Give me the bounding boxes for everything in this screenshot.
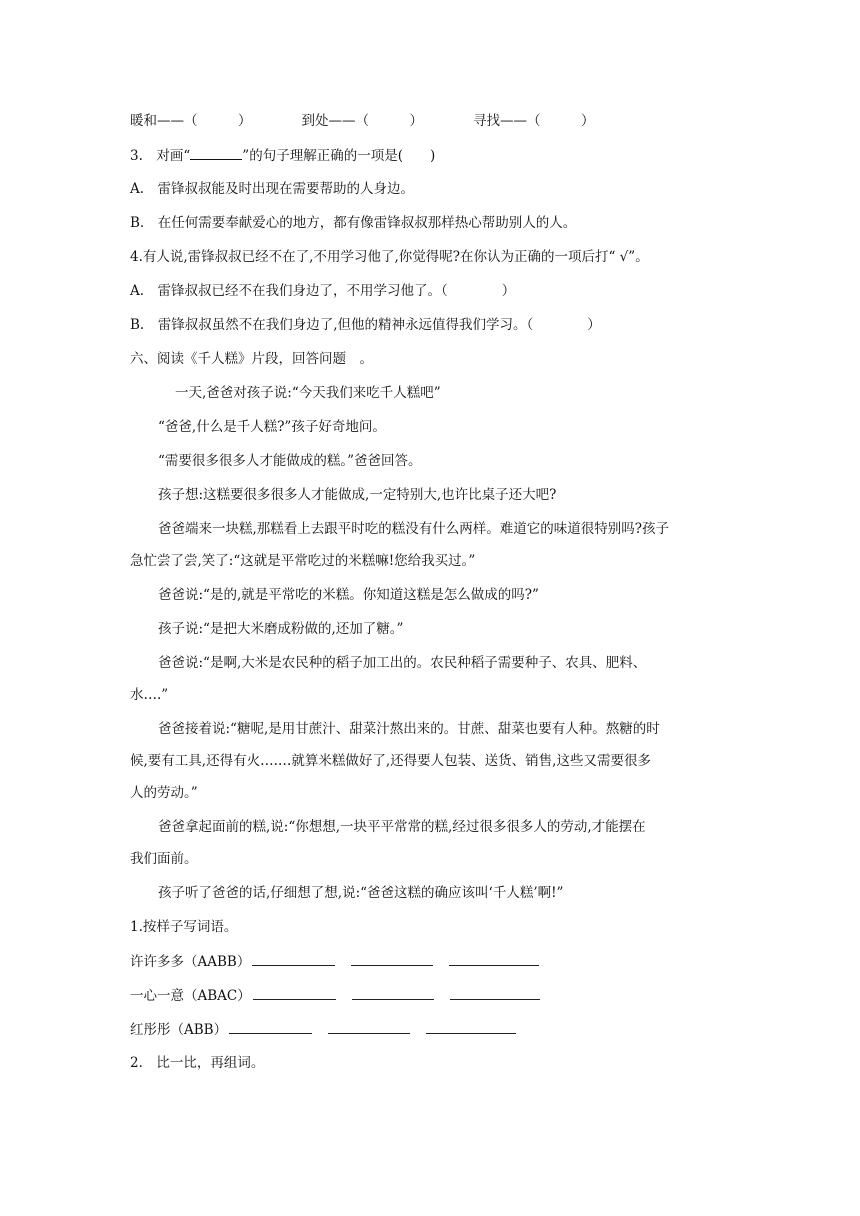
answer-line[interactable] (426, 1020, 516, 1034)
exercise-2-title: 2. 比一比，再组词。 (130, 1055, 265, 1071)
passage-paragraph-cont: 候,要有工具,还得有火….…就算米糕做好了,还得要人包装、送货、销售,这些又需要很多 (130, 753, 651, 769)
answer-line[interactable] (450, 986, 540, 1000)
passage-paragraph-cont: 我们面前。 (130, 851, 198, 867)
exercise-1-title: 1.按样子写词语。 (130, 919, 238, 935)
question-4-option-a: A. 雷锋叔叔已经不在我们身边了，不用学习他了。（ ） (130, 283, 516, 299)
passage-paragraph-cont: 水….” (130, 687, 169, 703)
passage-paragraph-cont: 人的劳动。” (130, 785, 198, 801)
passage-paragraph: 爸爸拿起面前的糕,说:“你想想,一块平平常常的糕,经过很多很多人的劳动,才能摆在 (158, 819, 646, 835)
passage-paragraph: 孩子听了爸爸的话,仔细想了想,说:“爸爸这糕的确应该叫‘千人糕’啊!” (158, 885, 564, 901)
answer-line[interactable] (352, 986, 434, 1000)
passage-paragraph-cont: 急忙尝了尝,笑了:“这就是平常吃过的米糕嘛!您给我买过。” (130, 553, 476, 569)
passage-paragraph: 爸爸说:“是啊,大米是农民种的稻子加工出的。农民种稻子需要种子、农具、肥料、 (158, 655, 647, 671)
answer-line[interactable] (328, 1020, 410, 1034)
section-6-title: 六、阅读《千人糕》片段，回答问题 。 (130, 351, 373, 367)
answer-line[interactable] (252, 952, 335, 966)
passage-paragraph: 一天,爸爸对孩子说:“今天我们来吃千人糕吧” (175, 385, 441, 401)
passage-paragraph: “爸爸,什么是千人糕?”孩子好奇地问。 (158, 419, 386, 435)
answer-line[interactable] (229, 1020, 312, 1034)
passage-paragraph: 孩子说:“是把大米磨成粉做的,还加了糖。” (158, 621, 404, 637)
question-4-stem: 4.有人说,雷锋叔叔已经不在了,不用学习他了,你觉得呢?在你认为正确的一项后打“ √”。 (130, 249, 649, 265)
answer-line[interactable] (253, 986, 336, 1000)
word-pair-2: 到处——（ ） (301, 113, 423, 129)
answer-blank (190, 146, 242, 160)
question-3-option-a: A. 雷锋叔叔能及时出现在需要帮助的人身边。 (130, 181, 415, 197)
word-pairs-row (130, 112, 730, 130)
question-3-option-b: B. 在任何需要奉献爱心的地方，都有像雷锋叔叔那样热心帮助别人的人。 (130, 215, 577, 231)
exercise-1-row-abb: 红彤彤（ABB） (130, 1020, 730, 1039)
question-3-stem: 3. 对画“ ”的句子理解正确的一项是( ) (130, 148, 436, 164)
word-pair-3: 寻找——（ ） (473, 113, 595, 129)
answer-line[interactable] (449, 952, 539, 966)
exercise-1-row-aabb: 许许多多（AABB） (130, 952, 730, 971)
exercise-1-row-abac: 一心一意（ABAC） (130, 986, 730, 1005)
question-4-option-b: B. 雷锋叔叔虽然不在我们身边了,但他的精神永远值得我们学习。（ ） (130, 317, 601, 333)
passage-paragraph: 爸爸说:“是的,就是平常吃的米糕。你知道这糕是怎么做成的吗?” (158, 587, 539, 603)
passage-paragraph: “需要很多很多人才能做成的糕。”爸爸回答。 (158, 453, 422, 469)
answer-line[interactable] (351, 952, 433, 966)
passage-paragraph: 爸爸端来一块糕,那糕看上去跟平时吃的糕没有什么两样。难道它的味道很特别吗?孩子 (158, 521, 670, 537)
word-pair-1: 暖和——（ ） (130, 113, 252, 129)
passage-paragraph: 爸爸接着说:“糖呢,是用甘蔗汁、甜菜汁熬出来的。甘蔗、甜菜也要有人种。熬糖的时 (158, 721, 660, 737)
passage-paragraph: 孩子想:这糕要很多很多人才能做成,一定特别大,也许比桌子还大吧? (158, 487, 557, 503)
